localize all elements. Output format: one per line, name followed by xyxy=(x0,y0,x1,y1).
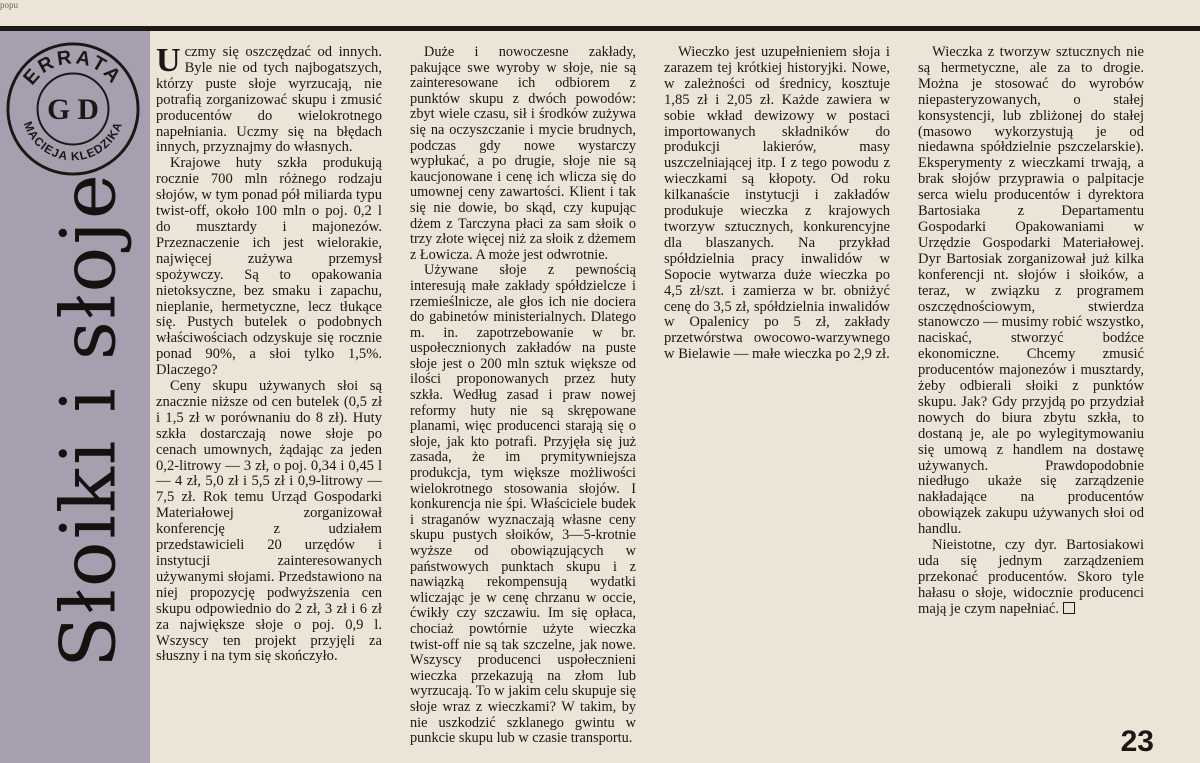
text-column-3 xyxy=(664,45,890,363)
text-column-2 xyxy=(410,45,636,747)
drop-cap: U xyxy=(156,42,181,79)
paragraph-5: Używane słoje z pewnością interesują małe zakłady spółdzielcze i rzemieślnicze, ale głos ich nie dociera do gabinetów ministerialnych. Dlatego m. in. zapotrzebowanie w br. uspołecznionych zakładów na puste słoje jest o 200 mln sztuk większe od ilości proponowanych przez huty szkła. Według zasad i praw nowej reformy huty nie są skrępowane planami, więc producenci starają się o słoje, jak kto potrafi. Przyjęła się już zasada, że im prymitywniejsza produkcja, tym większe możliwości wielokrotnego stosowania słojów. I konkurencja nie śpi. Właściciele budek i straganów wyznaczają własne ceny skupu pustych słoików, 3—5-krotnie wyższe od obowiązujących w państwowych punktach skupu i z nawiązką rekompensują wydatki wliczając je w cenę chrzanu w occie, ćwikły czy szczawiu. Im się opłaca, chociaż powtórnie użyte wieczka twist-off nie są tak szczelne, jak nowe. Wszyscy producenci uspołecznieni wieczka przekazują na złom lub wyrzucają. To w jakim celu skupuje się słoje wraz z wieczkami? W takim, by nie uszkodzić szklanego gwintu w punkcie skupu lub w czasie transportu. xyxy=(410,262,636,747)
end-square-icon xyxy=(1063,602,1075,614)
paragraph-1: czmy się oszczędzać od innych. Byle nie od tych najbogatszych, którzy puste słoje wyrzucają, nie potrafią zorganizować skupu i zmusić producentów do wielokrotnego napełniania. Uczmy się na błędach innych, przyznajmy do własnych. xyxy=(156,44,382,156)
text-column-4 xyxy=(918,45,1144,618)
errata-stamp-logo xyxy=(4,40,142,178)
stamp-bottom-text: MACIEJA KLEDZIKA xyxy=(20,119,126,164)
paragraph-6: Wieczko jest uzupełnieniem słoja i zarazem tej krótkiej historyjki. Nowe, w zależności od średnicy, kosztuje 1,85 zł i 2,05 zł. Każde zawiera w sobie wkład dewizowy w postaci importowanych składników do produkcji lakierów, masy uszczelniającej itp. I z tego powodu z wieczkami są kłopoty. Od roku kilkanaście instytucji i zakładów produkuje wieczka z krajowych tworzyw sztucznych, konkurencyjne dla blaszanych. Na przykład spółdzielnia pracy inwalidów w Sopocie wytwarza duże wieczka po 4,5 zł/szt. i zamierza w br. obniżyć cenę do 3,5 zł, spółdzielnia inwalidów w Opalenicy po 5 zł, zakłady przetwórstwa owocowo-warzywnego w Bielawie — małe wieczka po 2,9 zł. xyxy=(664,44,890,363)
page-number: 23 xyxy=(1120,725,1154,758)
paragraph-4: Duże i nowoczesne zakłady, pakujące swe wyroby w słoje, nie są zainteresowane ich odbiorem z punktów skupu z dwóch powodów: zbyt wiele czasu, sił i środków zużywa się na oczyszczanie i mycie brudnych, podczas gdy nowe wystarczy wypłukać, a po drugie, słoje nie są kaucjonowane i cenę ich wlicza się do umownej ceny zawartości. Klient i tak się nie dowie, bo skąd, czy kupując dżem z Tarczyna płaci za sam słoik o trzy złote więcej niż za słoik z dżemem z Łowicza. A może jest odwrotnie. xyxy=(410,44,636,263)
paragraph-8: Nieistotne, czy dyr. Bartosiakowi uda się jednym zarządzeniem przekonać producentów. Skoro tyle hałasu o słoje, widocznie producenci mają je czym napełniać. xyxy=(918,537,1144,617)
stamp-top-text: ERRATA xyxy=(19,46,127,90)
text-column-1 xyxy=(156,42,382,665)
svg-text:ERRATA xyxy=(19,46,127,89)
paragraph-7: Wieczka z tworzyw sztucznych nie są hermetyczne, ale za to drogie. Można je stosować do wyrobów niepasteryzowanych, o stałej konsystencji, lub zbliżonej do stałej (masowo wykorzystują je od niedawna spółdzielnie pszczelarskie). Eksperymenty z wieczkami trwają, a brak słojów przyprawia o palpitacje serca wielu producentów i dyrektora Bartosiaka z Departamentu Gospodarki Opakowaniami w Urzędzie Gospodarki Materiałowej. Dyr Bartosiak zorganizował już kilka konferencji nt. słojów i słoików, a teraz, w związku z programem oszczędnościowym, stwierdza stanowczo — musimy robić wszystko, naciskać, stworzyć bodźce ekonomiczne. Chcemy zmusić producentów majonezów i musztardy, żeby odbierali słoiki z punktów skupu. Jak? Gdy przyjdą po przydział nowych do biura zbytu szkła, to dostaną je, ale po wylegitymowaniu się umową z handlem na dostawę używanych. Prawdopodobnie niedługo ukaże się zarządzenie nakładające na producentów obowiązek zakupu używanych słoi od handlu. xyxy=(918,44,1144,538)
paragraph-2: Krajowe huty szkła produkują rocznie 700 mln różnego rodzaju słojów, w tym ponad pół miliarda typu twist-off, około 100 mln o poj. 0,2 l do musztardy i majonezów. Przeznaczenie ich jest wielorakie, najwięcej zużywa przemysł spożywczy. Są to opakowania nietoksyczne, bez smaku i zapachu, nieplanie, hermetyczne, lecz tłukące się. Pustych butelek o podobnych właściwościach odzyskuje się rocznie ponad 90%, a słoi tylko 1,5%. Dlaczego? xyxy=(156,155,382,379)
stamp-monogram: G D xyxy=(47,93,99,126)
top-strip-text: popu xyxy=(0,0,18,10)
paragraph-3: Ceny skupu używanych słoi są znacznie niższe od cen butelek (0,5 zł i 1,5 zł w porównaniu do 8 zł). Huty szkła dostarczają nowe słoje po cenach umownych, żądając za jeden 0,2-litrowy — 3 zł, o poj. 0,34 i 0,45 l — 4 zł, 5,0 zł i 5,5 zł i 0,9-litrowy — 7,5 zł. Rok temu Urząd Gospodarki Materiałowej zorganizował konferencję z udziałem przedstawicieli 20 urzędów i instytucji zainteresowanych używanymi słojami. Przedstawiono na niej propozycję podwyższenia cen skupu odpowiednio do 2 zł, 3 zł i 6 zł za największe słoje o poj. 0,9 l. Wszyscy ten projekt przyjęli za słuszny i na tym się skończyło. xyxy=(156,378,382,665)
top-rule xyxy=(0,26,1200,31)
svg-text:MACIEJA KLEDZIKA xyxy=(21,119,125,163)
article-title: Słoiki i słoje xyxy=(43,172,133,668)
